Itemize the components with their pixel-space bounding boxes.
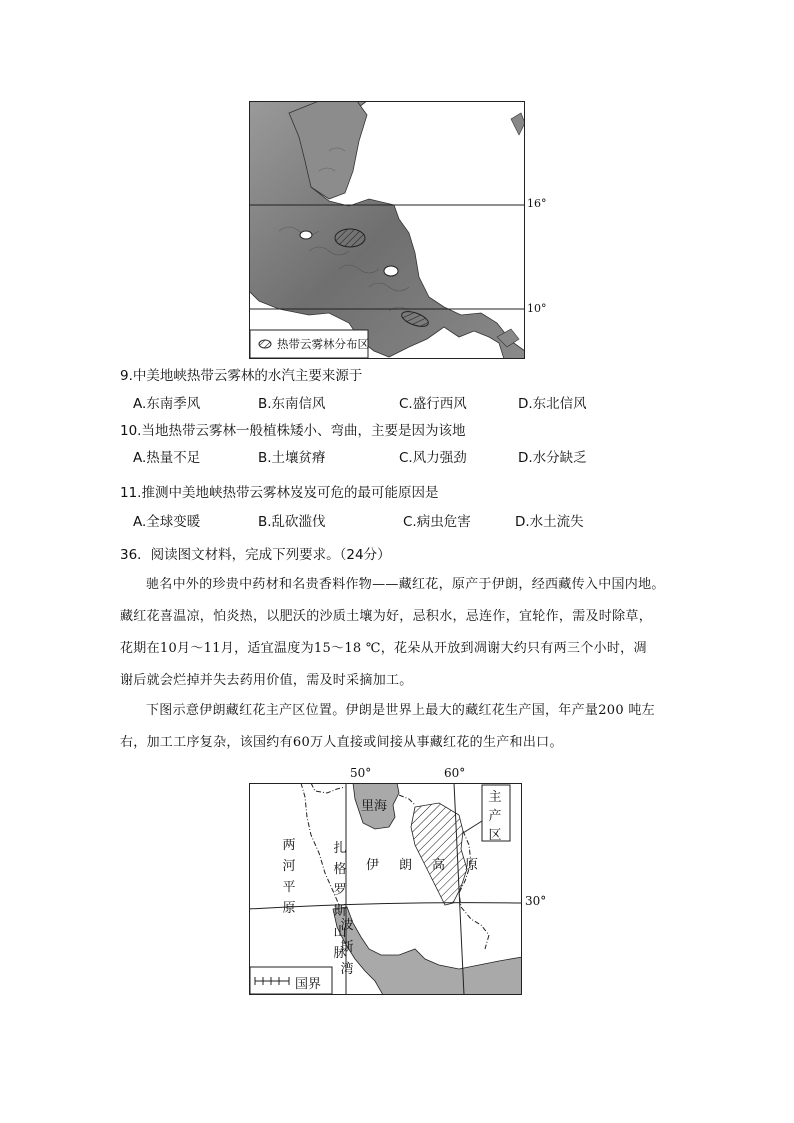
question-36-material-paragraph-1 <box>120 569 700 697</box>
paragraph-line: 谢后就会烂掉并失去药用价值，需及时采摘加工。 <box>120 673 413 688</box>
question-11-option-b: B.乱砍滥伐 <box>258 514 326 530</box>
central-america-map <box>249 101 525 359</box>
lon-label-60: 60° <box>444 766 466 780</box>
paragraph-line: 右，加工工序复杂，该国约有60万人直接或间接从事藏红花的生产和出口。 <box>120 735 563 750</box>
question-10-option-a: A.热量不足 <box>133 450 201 466</box>
label-iran-plateau: 伊朗高原 <box>366 858 499 873</box>
label-zagros: 扎格罗斯山脉 <box>333 841 347 961</box>
question-10-option-b: B.土壤贫瘠 <box>258 450 326 466</box>
cloud-forest-area <box>384 266 398 276</box>
question-9-stem: 9.中美地峡热带云雾林的水汽主要来源于 <box>120 368 363 384</box>
cloud-forest-area <box>335 229 365 247</box>
cloud-forest-area <box>300 231 312 239</box>
question-9-option-a: A.东南季风 <box>133 396 201 412</box>
lat-label-16: 16° <box>527 197 547 210</box>
paragraph-line: 花期在10月～11月，适宜温度为15～18 ℃，花朵从开放到凋谢大约只有两三个小时，凋 <box>120 641 647 656</box>
legend-symbol-icon <box>259 340 271 348</box>
label-main-area: 主产区 <box>488 790 502 843</box>
legend-label-cloud-forest: 热带云雾林分布区 <box>277 337 369 351</box>
central-america-map-svg <box>249 101 525 359</box>
question-11-option-d: D.水土流失 <box>515 514 584 530</box>
question-9-option-c: C.盛行西风 <box>399 396 467 412</box>
paragraph-line: 藏红花喜温凉，怕炎热，以肥沃的沙质土壤为好，忌积水，忌连作，宜轮作，需及时除草， <box>120 609 653 624</box>
question-9-option-b: B.东南信风 <box>258 396 326 412</box>
legend-label-border: 国界 <box>295 977 322 992</box>
question-9-option-d: D.东北信风 <box>518 396 587 412</box>
question-10-option-c: C.风力强劲 <box>399 450 467 466</box>
paragraph-line: 下图示意伊朗藏红花主产区位置。伊朗是世界上最大的藏红花生产国，年产量200 吨左 <box>146 703 655 718</box>
question-10-option-d: D.水分缺乏 <box>518 450 587 466</box>
label-caspian-sea: 里海 <box>361 799 388 814</box>
question-11-option-c: C.病虫危害 <box>403 514 471 530</box>
label-mesopotamia: 两河平原 <box>282 838 296 916</box>
question-10-stem: 10.当地热带云雾林一般植株矮小、弯曲，主要是因为该地 <box>120 423 466 439</box>
question-11-option-a: A.全球变暖 <box>133 514 201 530</box>
lon-label-50: 50° <box>350 766 372 780</box>
paragraph-line: 驰名中外的珍贵中药材和名贵香料作物——藏红花，原产于伊朗，经西藏传入中国内地。 <box>146 577 665 592</box>
question-36-stem: 36．阅读图文材料，完成下列要求。（24分） <box>120 547 391 563</box>
label-persian-gulf: 波斯湾 <box>340 918 354 977</box>
lat-label-10: 10° <box>527 302 547 315</box>
question-11-stem: 11.推测中美地峡热带云雾林岌岌可危的最可能原因是 <box>120 485 439 501</box>
iran-saffron-map <box>249 783 522 995</box>
lat-label-30: 30° <box>525 894 547 908</box>
question-36-material-paragraph-2 <box>120 695 700 759</box>
